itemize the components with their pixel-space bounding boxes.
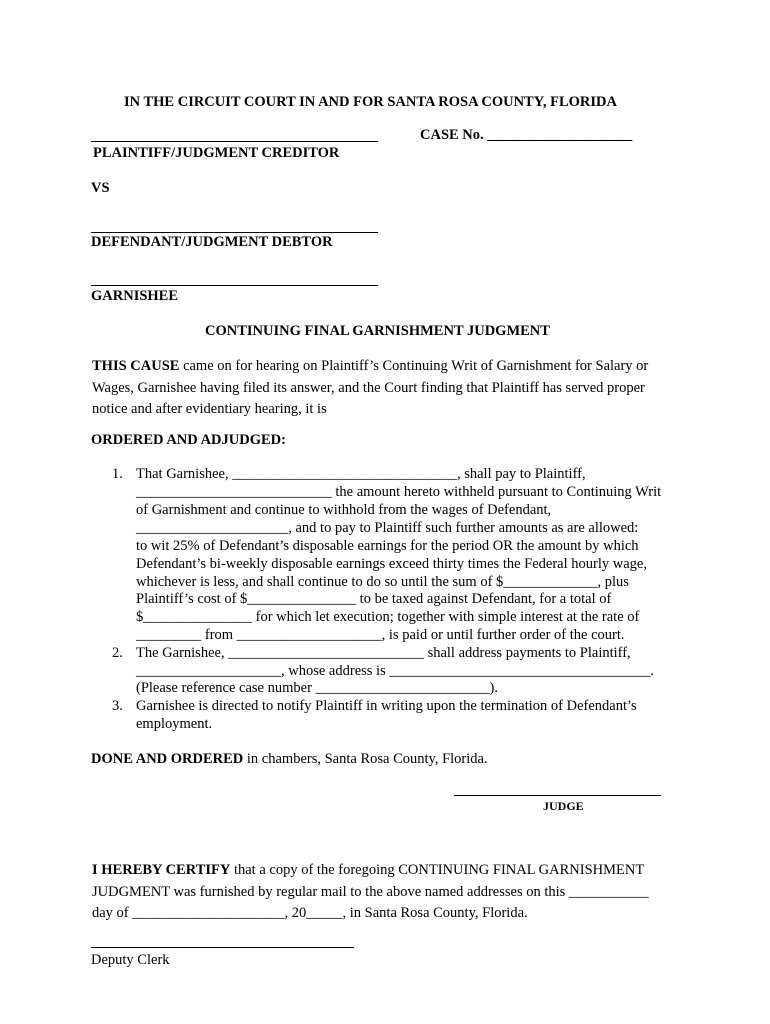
item-1-line: to wit 25% of Defendant’s disposable earnings for the period OR the amount by which	[136, 538, 639, 554]
item-1-line: $_______________ for which let execution; together with simple interest at the rate of	[136, 609, 640, 625]
item-1-line: _________ from ____________________, is paid or until further order of the court.	[136, 627, 625, 643]
garnishee-signature-line	[91, 285, 378, 286]
item-number: 2.	[112, 645, 123, 661]
certify-paragraph	[92, 860, 692, 925]
certify-line-text: that a copy of the foregoing CONTINUING FINAL GARNISHMENT	[230, 862, 645, 878]
item-1-line: Defendant’s bi-weekly disposable earnings exceed thirty times the Federal hourly wage,	[136, 556, 647, 572]
item-2-line: (Please reference case number ________________________).	[136, 680, 498, 696]
document-title: CONTINUING FINAL GARNISHMENT JUDGMENT	[205, 323, 550, 339]
judge-signature-line	[454, 795, 661, 796]
certify-line: day of _____________________, 20_____, in Santa Rosa County, Florida.	[92, 905, 528, 921]
plaintiff-signature-line	[91, 141, 378, 142]
done-text: in chambers, Santa Rosa County, Florida.	[243, 751, 488, 767]
certify-lead: I HEREBY CERTIFY	[92, 862, 231, 878]
item-1-line: whichever is less, and shall continue to do so until the sum of $_____________, plus	[136, 574, 629, 590]
item-1-line: That Garnishee, _______________________________, shall pay to Plaintiff,	[136, 466, 586, 482]
intro-line: Wages, Garnishee having filed its answer, and the Court finding that Plaintiff has served proper	[92, 379, 645, 396]
certify-line: JUDGMENT was furnished by regular mail to the above named addresses on this ___________	[92, 883, 649, 900]
item-1-line: of Garnishment and continue to withhold from the wages of Defendant,	[136, 502, 552, 518]
judge-label: JUDGE	[543, 799, 584, 813]
item-number: 3.	[112, 698, 123, 714]
intro-line-text: came on for hearing on Plaintiff’s Continuing Writ of Garnishment for Salary or	[179, 358, 649, 374]
defendant-signature-line	[91, 232, 378, 233]
intro-line: notice and after evidentiary hearing, it is	[92, 401, 327, 417]
court-header: IN THE CIRCUIT COURT IN AND FOR SANTA ROSA COUNTY, FLORIDA	[124, 94, 617, 110]
item-3-line: Garnishee is directed to notify Plaintiff in writing upon the termination of Defendant’s	[136, 698, 637, 714]
done-and-ordered	[91, 751, 488, 768]
case-number-label: CASE No. ____________________	[420, 127, 633, 143]
intro-paragraph	[92, 356, 692, 421]
clerk-signature-line	[91, 947, 354, 948]
done-lead: DONE AND ORDERED	[91, 751, 244, 767]
item-1-line: _____________________, and to pay to Plaintiff such further amounts as are allowed:	[136, 520, 639, 536]
intro-line	[92, 356, 692, 378]
intro-lead: THIS CAUSE	[92, 358, 180, 374]
certify-line	[92, 860, 692, 882]
item-number: 1.	[112, 466, 123, 482]
clerk-label: Deputy Clerk	[91, 952, 170, 968]
item-1-line: Plaintiff’s cost of $_______________ to be taxed against Defendant, for a total of	[136, 591, 612, 607]
item-2-line: The Garnishee, ___________________________ shall address payments to Plaintiff,	[136, 645, 631, 661]
item-1-line: ___________________________ the amount hereto withheld pursuant to Continuing Writ	[136, 484, 662, 500]
defendant-label: DEFENDANT/JUDGMENT DEBTOR	[91, 234, 333, 250]
item-2-line: ____________________, whose address is ____________________________________.	[136, 663, 654, 679]
vs-label: VS	[91, 180, 110, 196]
plaintiff-label: PLAINTIFF/JUDGMENT CREDITOR	[93, 145, 340, 161]
item-3-line: employment.	[136, 716, 213, 732]
ordered-heading: ORDERED AND ADJUDGED:	[91, 432, 286, 448]
garnishee-label: GARNISHEE	[91, 288, 179, 304]
